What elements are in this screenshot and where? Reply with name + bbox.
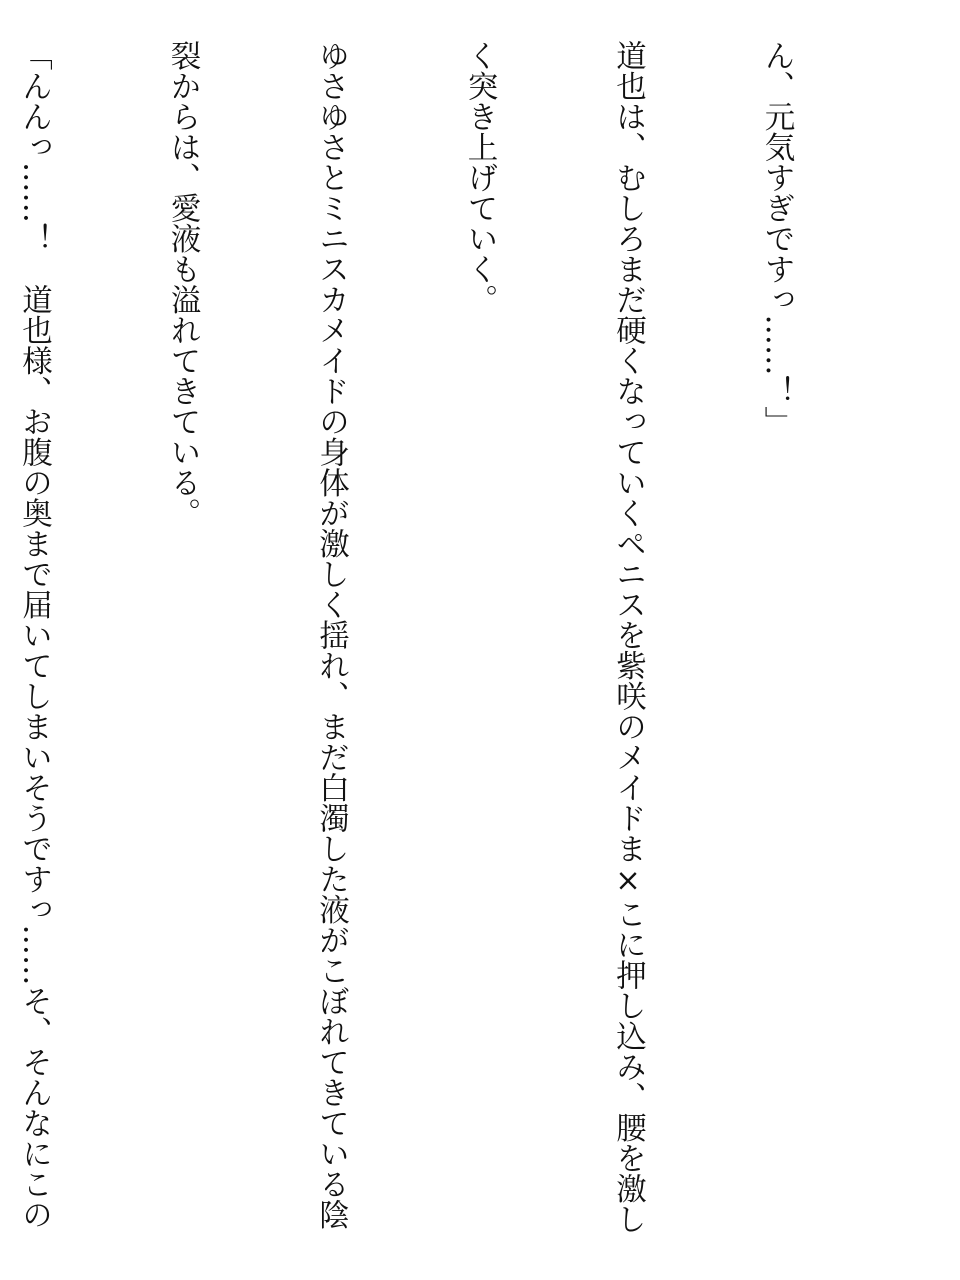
text-line: 「んんっ……！ 道也様、お腹の奥まで届いてしまいそうですっ……そ、そんなにこの bbox=[16, 40, 52, 1230]
text-line: く突き上げていく。 bbox=[462, 40, 497, 315]
text-line: ゆさゆさとミニスカメイドの身体が激しく揺れ、まだ白濁した液がこぼれてきている陰 bbox=[313, 40, 349, 1230]
text-line: ん、元気すぎですっ……！」 bbox=[759, 40, 794, 437]
vertical-text-body bbox=[0, 40, 900, 1240]
text-line: 裂からは、愛液も溢れてきている。 bbox=[165, 40, 200, 528]
text-line: 道也は、むしろまだ硬くなっていくペニスを紫咲のメイドま×こに押し込み、腰を激し bbox=[610, 40, 646, 1234]
